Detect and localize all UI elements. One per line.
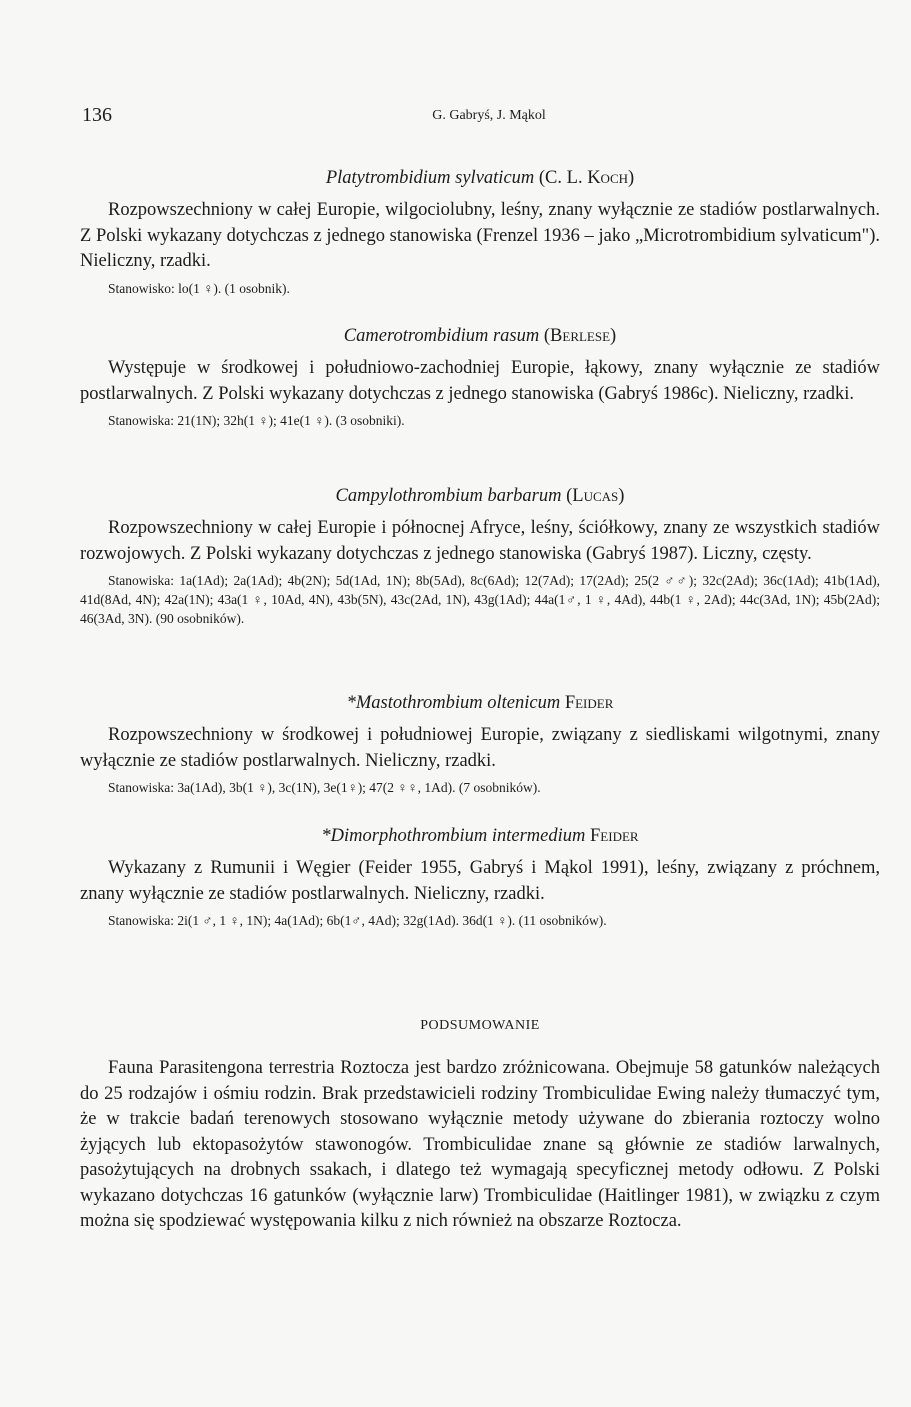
species-name: Campylothrombium barbarum <box>335 486 562 506</box>
summary-text: Fauna Parasitengona terrestria Roztocza jest bardzo zróżnicowana. Obejmuje 58 gatunków należących do 25 rodzajów i ośmiu rodzin. Brak przedstawicieli rodziny Trombiculidae Ewing należy tłumaczyć tym, że w trakcie badań terenowych stosowano wyłącznie metody używane do zbierania roztoczy wolno żyjących lub ektopasożytów stawonogów. Trombiculidae znane są głównie ze stadiów larwalnych, pasożytujących na drobnych ssakach, i dlatego też wymagają specyficznej metody odłowu. Z Polski wykazano dotychczas 16 gatunków (wyłącznie larw) Trombiculidae (Haitlinger 1981), w związku z czym można się spodziewać występowania kilku z nich również na obszarze Roztocza. <box>80 1058 880 1231</box>
species-entry <box>80 168 880 298</box>
species-stations: Stanowiska: 21(1N); 32h(1 ♀); 41e(1 ♀). (3 osobniki). <box>108 413 405 428</box>
species-authority: Feider <box>564 693 614 713</box>
species-description: Rozpowszechniony w całej Europie i północnej Afryce, leśny, ściółkowy, znany ze wszystkich stadiów rozwojowych. Z Polski wykazany dotychczas z jednego stanowiska (Gabryś 1987). Liczny, częsty. <box>80 518 880 564</box>
species-stations: Stanowiska: 3a(1Ad), 3b(1 ♀), 3c(1N), 3e(1♀); 47(2 ♀♀, 1Ad). (7 osobników). <box>108 780 541 795</box>
species-description: Wykazany z Rumunii i Węgier (Feider 1955, Gabryś i Mąkol 1991), leśny, związany z próchnem, znany wyłącznie ze stadiów postlarwalnych. Nieliczny, rzadki. <box>80 858 880 904</box>
species-description: Rozpowszechniony w całej Europie, wilgociolubny, leśny, znany wyłącznie ze stadiów postlarwalnych. Z Polski wykazany dotychczas z jednego stanowiska (Frenzel 1936 – jako „Microtrombidium sylvaticum"). Nieliczny, rzadki. <box>80 200 880 271</box>
species-stations: Stanowisko: lo(1 ♀). (1 osobnik). <box>108 280 290 296</box>
species-stations: Stanowiska: 2i(1 ♂, 1 ♀, 1N); 4a(1Ad); 6b(1♂, 4Ad); 32g(1Ad). 36d(1 ♀). (11 osobników). <box>108 913 607 928</box>
species-name: *Dimorphothrombium intermedium <box>321 826 586 846</box>
species-entry <box>80 693 880 797</box>
species-heading <box>80 826 880 847</box>
page-header <box>80 104 880 128</box>
species-entry <box>80 826 880 930</box>
page-number: 136 <box>82 104 112 126</box>
species-entry <box>80 486 880 628</box>
species-stations: Stanowiska: 1a(1Ad); 2a(1Ad); 4b(2N); 5d(1Ad, 1N); 8b(5Ad), 8c(6Ad); 12(7Ad); 17(2Ad); 25(2 ♂♂); 32c(2Ad); 36c(1Ad); 41b(1Ad), 41d(8Ad, 4N); 42a(1N); 43a(1 ♀, 10Ad, 4N), 43b(5N), 43c(2Ad, 1N), 43g(1Ad); 44a(1♂, 1 ♀, 4Ad), 44b(1 ♀, 2Ad); 44c(3Ad, 1N); 45b(2Ad); 46(3Ad, 3N). (90 osobników). <box>80 573 880 626</box>
species-heading <box>80 693 880 714</box>
species-authority: (C. L. Koch) <box>538 168 635 188</box>
species-name: Camerotrombidium rasum <box>343 326 540 346</box>
species-heading <box>80 486 880 507</box>
species-authority: Feider <box>590 826 639 846</box>
species-name: Platytrombidium sylvaticum <box>325 168 535 188</box>
species-name: *Mastothrombium oltenicum <box>346 693 561 713</box>
species-authority: (Berlese) <box>543 326 617 346</box>
species-description: Rozpowszechniony w środkowej i południowej Europie, związany z siedliskami wilgotnymi, znany wyłącznie ze stadiów postlarwalnych. Nieliczny, rzadki. <box>80 725 880 771</box>
species-heading <box>80 168 880 189</box>
summary-title: PODSUMOWANIE <box>420 1018 540 1033</box>
summary-section <box>80 1056 880 1235</box>
species-entry <box>80 326 880 430</box>
species-description: Występuje w środkowej i południowo-zachodniej Europie, łąkowy, znany wyłącznie ze stadiów postlarwalnych. Z Polski wykazany dotychczas z jednego stanowiska (Gabryś 1986c). Nieliczny, rzadki. <box>80 358 880 404</box>
species-authority: (Lucas) <box>566 486 625 506</box>
species-heading <box>80 326 880 347</box>
running-head: G. Gabryś, J. Mąkol <box>432 108 546 123</box>
